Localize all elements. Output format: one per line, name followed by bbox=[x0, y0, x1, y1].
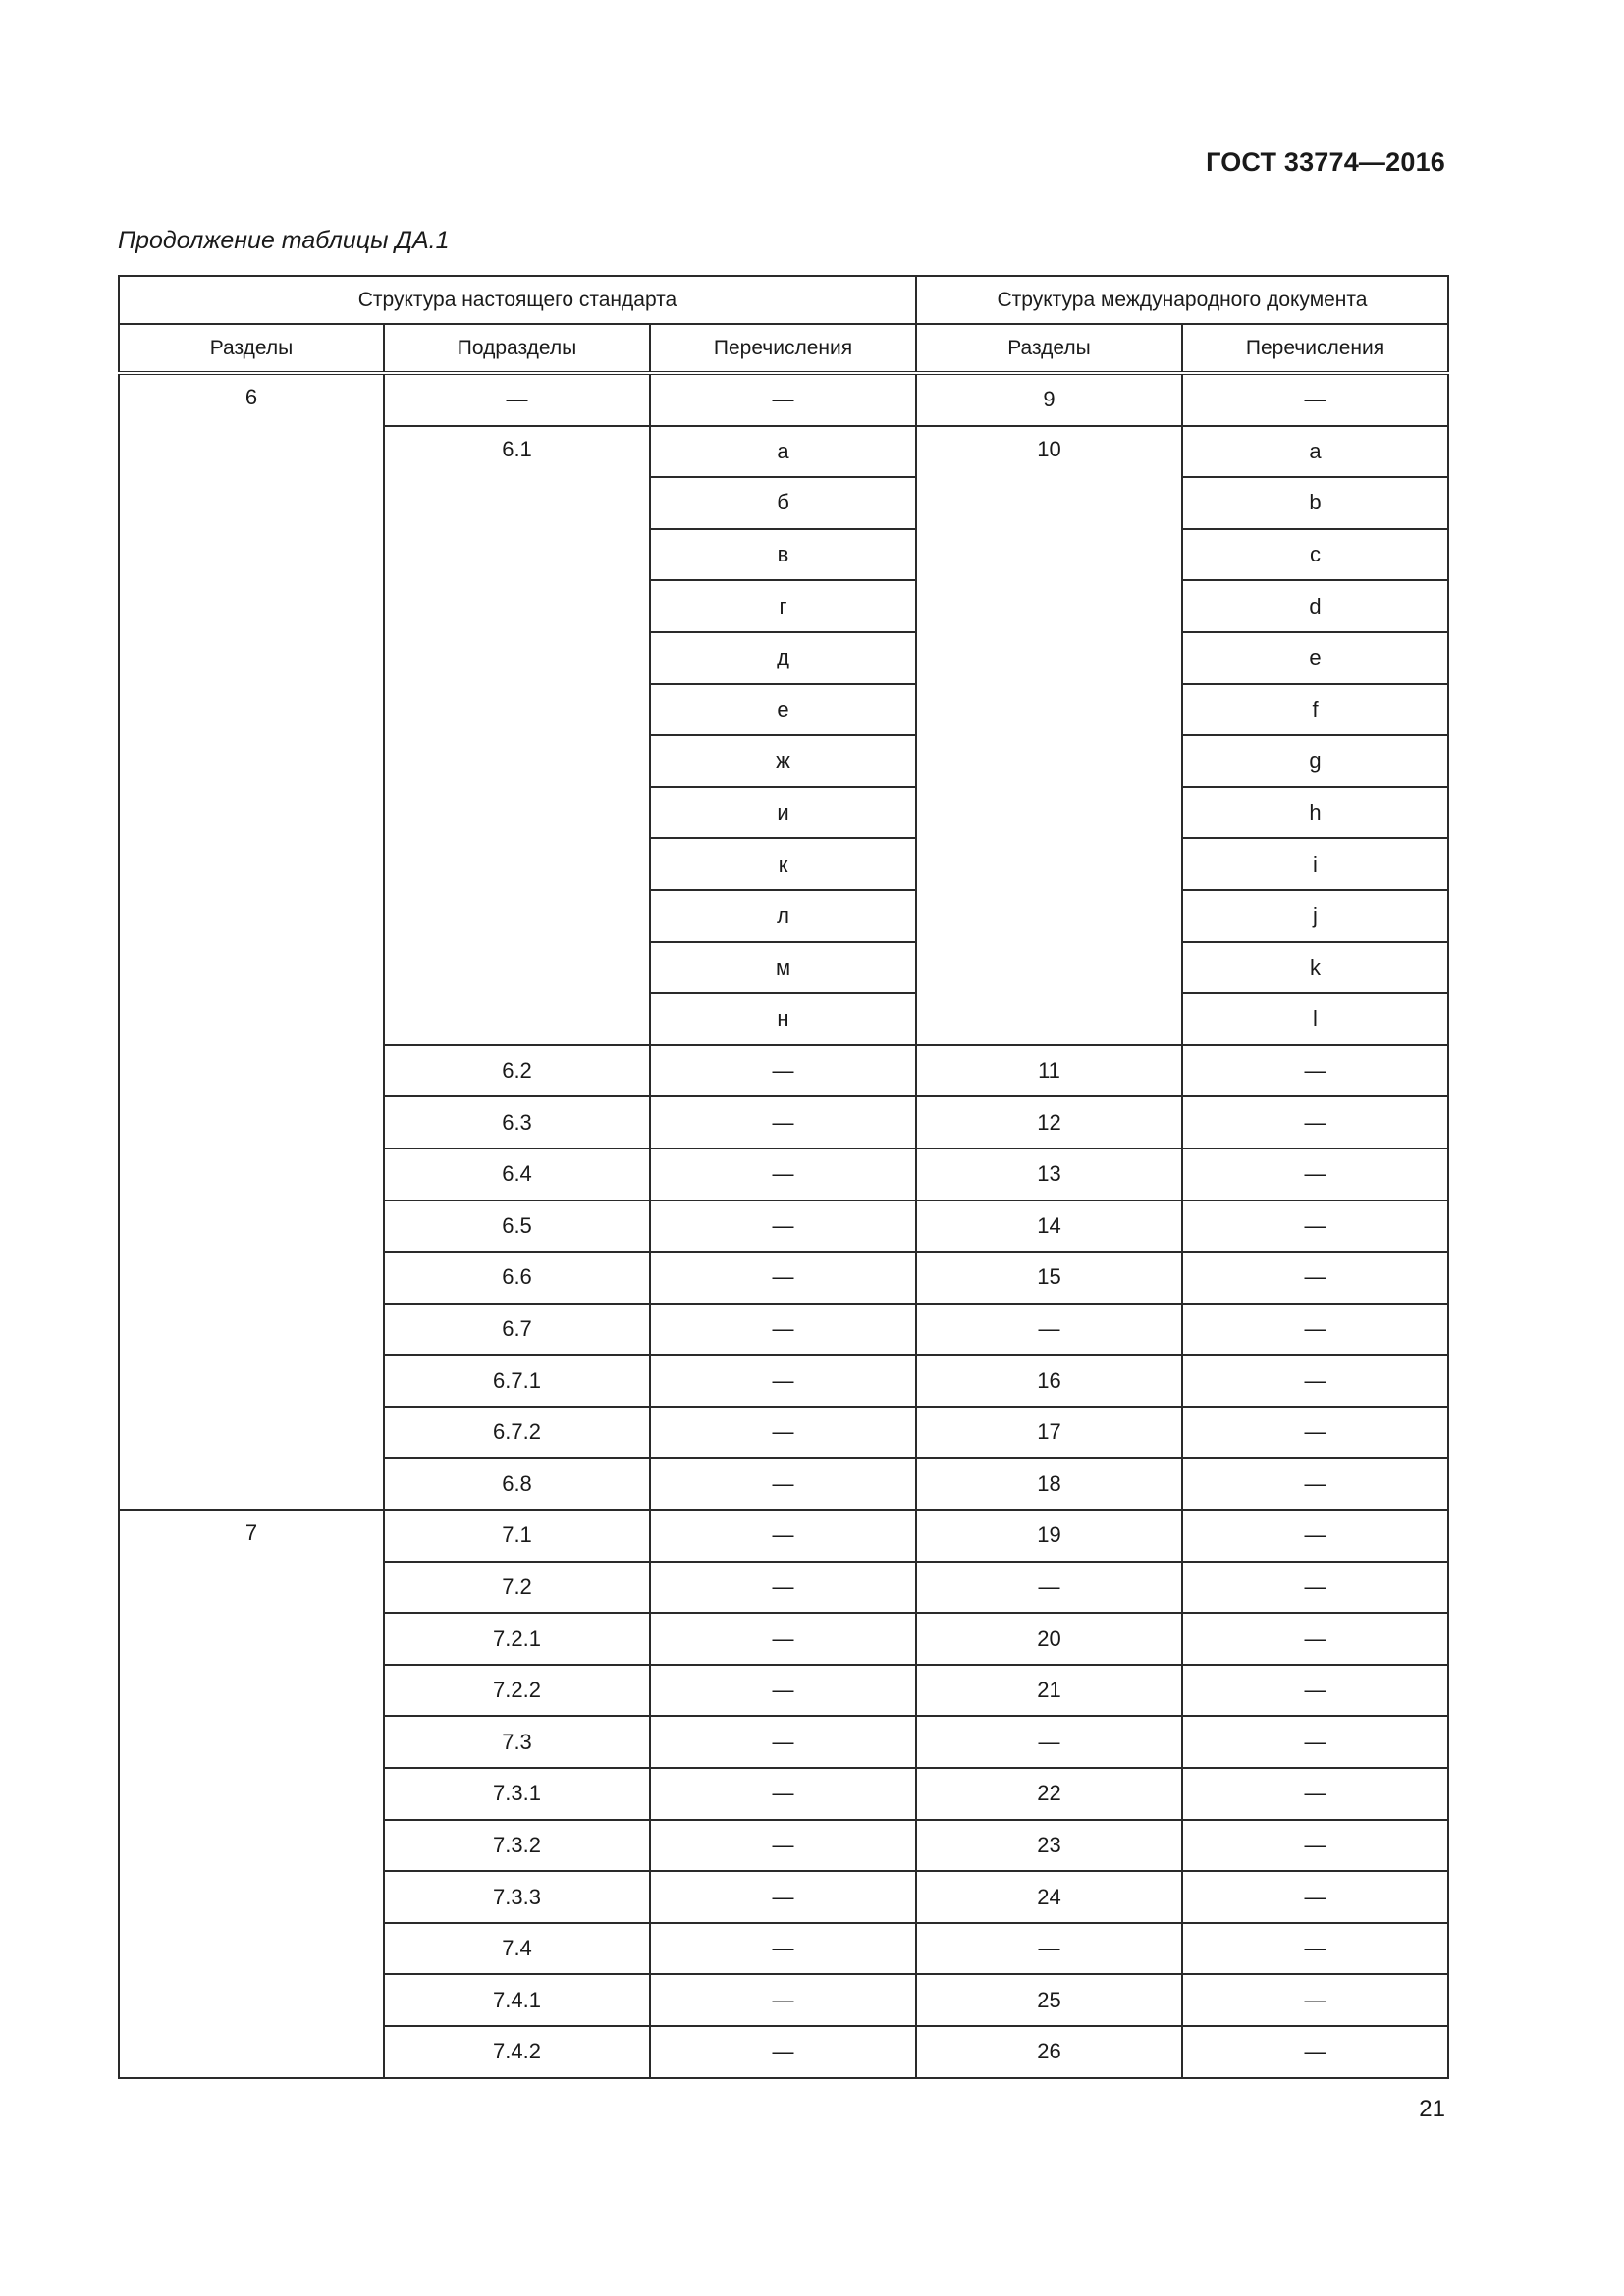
intl-enumeration-cell: — bbox=[1182, 1871, 1448, 1923]
subsection-cell: 6.5 bbox=[384, 1201, 650, 1253]
intl-enumeration-cell: — bbox=[1182, 1096, 1448, 1148]
intl-section-cell: 17 bbox=[916, 1407, 1182, 1459]
intl-section-cell: 15 bbox=[916, 1252, 1182, 1304]
enumeration-cell: и bbox=[650, 787, 916, 839]
enumeration-cell: — bbox=[650, 1355, 916, 1407]
standard-number: ГОСТ 33774—2016 bbox=[1206, 147, 1445, 177]
enumeration-cell: — bbox=[650, 1407, 916, 1459]
intl-section-cell: 11 bbox=[916, 1045, 1182, 1097]
subsection-cell: 7.4.2 bbox=[384, 2026, 650, 2078]
enumeration-cell: — bbox=[650, 1820, 916, 1872]
intl-enumeration-cell: a bbox=[1182, 426, 1448, 478]
enumeration-cell: — bbox=[650, 1201, 916, 1253]
intl-enumeration-cell: — bbox=[1182, 373, 1448, 426]
subsection-cell: 7.2.2 bbox=[384, 1665, 650, 1717]
column-header-row bbox=[119, 324, 1448, 373]
intl-enumeration-cell: e bbox=[1182, 632, 1448, 684]
enumeration-cell: — bbox=[650, 1974, 916, 2026]
intl-enumeration-cell: l bbox=[1182, 993, 1448, 1045]
column-header-sections: Разделы bbox=[119, 324, 384, 373]
enumeration-cell: л bbox=[650, 890, 916, 942]
intl-enumeration-cell: k bbox=[1182, 942, 1448, 994]
group-header-this-standard: Структура настоящего стандарта bbox=[119, 276, 916, 324]
subsection-cell: 7.2.1 bbox=[384, 1613, 650, 1665]
subsection-cell: 7.2 bbox=[384, 1562, 650, 1614]
intl-section-cell: 23 bbox=[916, 1820, 1182, 1872]
intl-enumeration-cell: — bbox=[1182, 2026, 1448, 2078]
intl-section-cell: 25 bbox=[916, 1974, 1182, 2026]
intl-section-cell: 20 bbox=[916, 1613, 1182, 1665]
subsection-cell: 6.1 bbox=[384, 426, 650, 1045]
enumeration-cell: — bbox=[650, 1871, 916, 1923]
intl-enumeration-cell: h bbox=[1182, 787, 1448, 839]
intl-enumeration-cell: — bbox=[1182, 1716, 1448, 1768]
intl-enumeration-cell: — bbox=[1182, 1665, 1448, 1717]
intl-section-cell: 21 bbox=[916, 1665, 1182, 1717]
enumeration-cell: г bbox=[650, 580, 916, 632]
enumeration-cell: е bbox=[650, 684, 916, 736]
enumeration-cell: — bbox=[650, 1252, 916, 1304]
enumeration-cell: — bbox=[650, 1510, 916, 1562]
page-number: 21 bbox=[1419, 2096, 1445, 2122]
subsection-cell: 7.3.3 bbox=[384, 1871, 650, 1923]
subsection-cell: — bbox=[384, 373, 650, 426]
subsection-cell: 6.2 bbox=[384, 1045, 650, 1097]
intl-enumeration-cell: — bbox=[1182, 1201, 1448, 1253]
enumeration-cell: — bbox=[650, 1458, 916, 1510]
enumeration-cell: к bbox=[650, 838, 916, 890]
enumeration-cell: — bbox=[650, 1304, 916, 1356]
enumeration-cell: а bbox=[650, 426, 916, 478]
enumeration-cell: — bbox=[650, 1562, 916, 1614]
intl-section-cell: — bbox=[916, 1923, 1182, 1975]
enumeration-cell: — bbox=[650, 1665, 916, 1717]
table-row bbox=[119, 373, 1448, 426]
subsection-cell: 6.3 bbox=[384, 1096, 650, 1148]
intl-enumeration-cell: f bbox=[1182, 684, 1448, 736]
intl-section-cell: 13 bbox=[916, 1148, 1182, 1201]
intl-enumeration-cell: b bbox=[1182, 477, 1448, 529]
intl-enumeration-cell: i bbox=[1182, 838, 1448, 890]
enumeration-cell: ж bbox=[650, 735, 916, 787]
enumeration-cell: в bbox=[650, 529, 916, 581]
enumeration-cell: — bbox=[650, 373, 916, 426]
intl-enumeration-cell: — bbox=[1182, 1304, 1448, 1356]
section-cell: 7 bbox=[119, 1510, 384, 2078]
column-header-enumerations: Перечисления bbox=[650, 324, 916, 373]
intl-section-cell: 22 bbox=[916, 1768, 1182, 1820]
intl-section-cell: 24 bbox=[916, 1871, 1182, 1923]
intl-section-cell: 18 bbox=[916, 1458, 1182, 1510]
subsection-cell: 7.1 bbox=[384, 1510, 650, 1562]
intl-section-cell: 12 bbox=[916, 1096, 1182, 1148]
subsection-cell: 7.3 bbox=[384, 1716, 650, 1768]
enumeration-cell: — bbox=[650, 1148, 916, 1201]
intl-enumeration-cell: — bbox=[1182, 1252, 1448, 1304]
intl-section-cell: 19 bbox=[916, 1510, 1182, 1562]
enumeration-cell: — bbox=[650, 2026, 916, 2078]
enumeration-cell: м bbox=[650, 942, 916, 994]
intl-section-cell: — bbox=[916, 1304, 1182, 1356]
section-cell: 6 bbox=[119, 373, 384, 1510]
intl-enumeration-cell: — bbox=[1182, 1407, 1448, 1459]
column-header-subsections: Подразделы bbox=[384, 324, 650, 373]
intl-enumeration-cell: — bbox=[1182, 1768, 1448, 1820]
subsection-cell: 7.3.2 bbox=[384, 1820, 650, 1872]
intl-enumeration-cell: — bbox=[1182, 1923, 1448, 1975]
intl-section-cell: 14 bbox=[916, 1201, 1182, 1253]
subsection-cell: 7.4.1 bbox=[384, 1974, 650, 2026]
enumeration-cell: — bbox=[650, 1768, 916, 1820]
intl-enumeration-cell: — bbox=[1182, 1820, 1448, 1872]
intl-enumeration-cell: — bbox=[1182, 1355, 1448, 1407]
enumeration-cell: н bbox=[650, 993, 916, 1045]
intl-enumeration-cell: — bbox=[1182, 1510, 1448, 1562]
subsection-cell: 6.7.2 bbox=[384, 1407, 650, 1459]
enumeration-cell: — bbox=[650, 1613, 916, 1665]
enumeration-cell: б bbox=[650, 477, 916, 529]
enumeration-cell: — bbox=[650, 1045, 916, 1097]
intl-enumeration-cell: c bbox=[1182, 529, 1448, 581]
intl-enumeration-cell: g bbox=[1182, 735, 1448, 787]
intl-enumeration-cell: j bbox=[1182, 890, 1448, 942]
subsection-cell: 6.4 bbox=[384, 1148, 650, 1201]
subsection-cell: 6.8 bbox=[384, 1458, 650, 1510]
subsection-cell: 7.3.1 bbox=[384, 1768, 650, 1820]
group-header-row bbox=[119, 276, 1448, 324]
intl-enumeration-cell: — bbox=[1182, 1613, 1448, 1665]
intl-section-cell: — bbox=[916, 1716, 1182, 1768]
intl-enumeration-cell: d bbox=[1182, 580, 1448, 632]
intl-section-cell: 26 bbox=[916, 2026, 1182, 2078]
intl-section-cell: — bbox=[916, 1562, 1182, 1614]
intl-section-cell: 16 bbox=[916, 1355, 1182, 1407]
column-header-intl-enumerations: Перечисления bbox=[1182, 324, 1448, 373]
intl-enumeration-cell: — bbox=[1182, 1045, 1448, 1097]
enumeration-cell: д bbox=[650, 632, 916, 684]
structure-comparison-table bbox=[118, 275, 1449, 2079]
intl-enumeration-cell: — bbox=[1182, 1974, 1448, 2026]
enumeration-cell: — bbox=[650, 1923, 916, 1975]
subsection-cell: 6.7.1 bbox=[384, 1355, 650, 1407]
intl-enumeration-cell: — bbox=[1182, 1562, 1448, 1614]
enumeration-cell: — bbox=[650, 1096, 916, 1148]
group-header-international-document: Структура международного документа bbox=[916, 276, 1448, 324]
intl-section-cell: 9 bbox=[916, 373, 1182, 426]
subsection-cell: 7.4 bbox=[384, 1923, 650, 1975]
intl-enumeration-cell: — bbox=[1182, 1458, 1448, 1510]
subsection-cell: 6.7 bbox=[384, 1304, 650, 1356]
table-row bbox=[119, 1510, 1448, 1562]
column-header-intl-sections: Разделы bbox=[916, 324, 1182, 373]
table-caption: Продолжение таблицы ДА.1 bbox=[118, 227, 450, 254]
enumeration-cell: — bbox=[650, 1716, 916, 1768]
intl-section-cell: 10 bbox=[916, 426, 1182, 1045]
intl-enumeration-cell: — bbox=[1182, 1148, 1448, 1201]
subsection-cell: 6.6 bbox=[384, 1252, 650, 1304]
